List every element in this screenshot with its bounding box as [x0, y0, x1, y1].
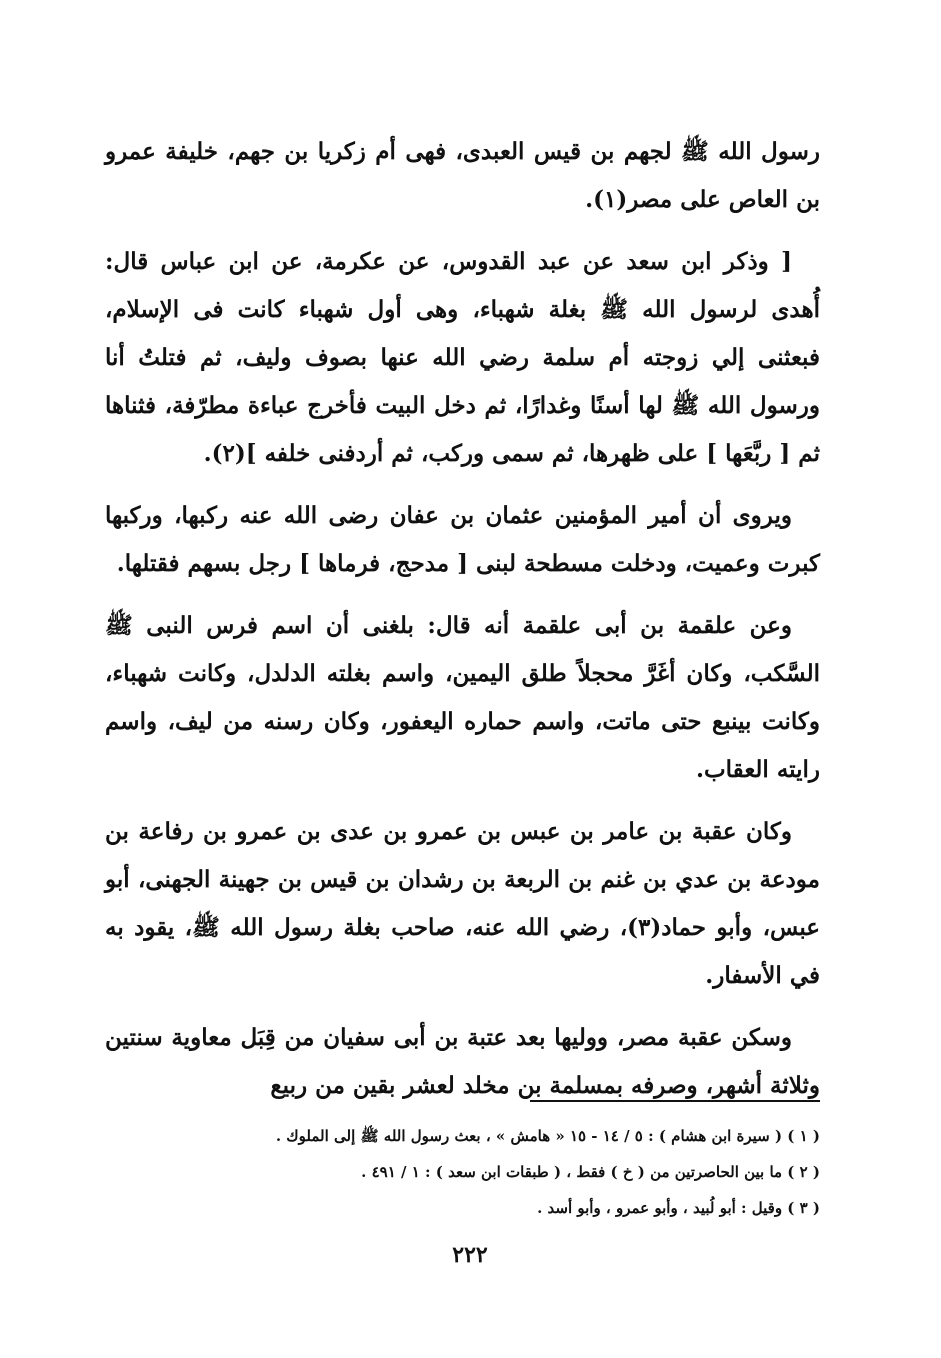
- footnote-1: ( ١ ) ( سيرة ابن هشام ) : ٥ / ١٤ - ١٥ « هامش » ، بعث رسول الله ﷺ إلى الملوك .: [275, 1127, 820, 1145]
- paragraph-6: وسكن عقبة مصر، ووليها بعد عتبة بن أبى سفيان من قِبَل معاوية سنتين وثلاثة أشهر، وصرفه بمسلمة بن مخلد لعشر بقين من ربيع: [105, 1024, 820, 1099]
- paragraph-4: وعن علقمة بن أبى علقمة أنه قال: بلغنى أن اسم فرس النبى ﷺ السَّكب، وكان أغَرَّ محجلاً طلق اليمين، واسم بغلته الدلدل، وكانت شهباء، وكانت بينبع حتى ماتت، واسم حماره اليعفور، وكان رسنه من ليف، واسم رايته العقاب.: [105, 612, 820, 783]
- paragraph-2: [ وذكر ابن سعد عن عبد القدوس، عن عكرمة، عن ابن عباس قال: أُهدى لرسول الله ﷺ بغلة شهباء، وهى أول شهباء كانت فى الإسلام، فبعثنى إلي زوجته أم سلمة رضي الله عنها بصوف وليف، ثم فتلتُ أنا ورسول الله ﷺ لها أسنًا وغدارًا، ثم دخل البيت فأخرج عباءة مطرّفة، فثناها ثم [ ربَّعَها ] على ظهرها، ثم سمى وركب، ثم أردفنى خلفه ](٢).: [105, 248, 820, 467]
- page-number: ٢٢٢: [452, 1242, 488, 1268]
- footnote-2: ( ٢ ) ما بين الحاصرتين من ( خ ) فقط ، ( طبقات ابن سعد ) : ١ / ٤٩١ .: [361, 1163, 820, 1181]
- paragraph-3: ويروى أن أمير المؤمنين عثمان بن عفان رضى الله عنه ركبها، وركبها كبرت وعميت، ودخلت مسطحة لبنى [ مدحج، فرماها ] رجل بسهم فقتلها.: [105, 502, 820, 577]
- footnotes: [200, 1118, 820, 1226]
- main-text: [105, 128, 820, 1124]
- paragraph-1: رسول الله ﷺ لجهم بن قيس العبدى، فهى أم زكريا بن جهم، خليفة عمرو بن العاص على مصر(١).: [105, 138, 820, 213]
- paragraph-5: وكان عقبة بن عامر بن عبس بن عمرو بن عدى بن عمرو بن رفاعة بن مودعة بن عدي بن غنم بن الربعة بن رشدان بن قيس بن جهينة الجهنى، أبو عبس، وأبو حماد(٣)، رضي الله عنه، صاحب بغلة رسول الله ﷺ، يقود به في الأسفار.: [105, 818, 820, 989]
- footnote-3: ( ٣ ) وقيل : أبو لُبيد ، وأبو عمرو ، وأبو أسد .: [537, 1199, 820, 1217]
- footnote-divider: [530, 1100, 820, 1102]
